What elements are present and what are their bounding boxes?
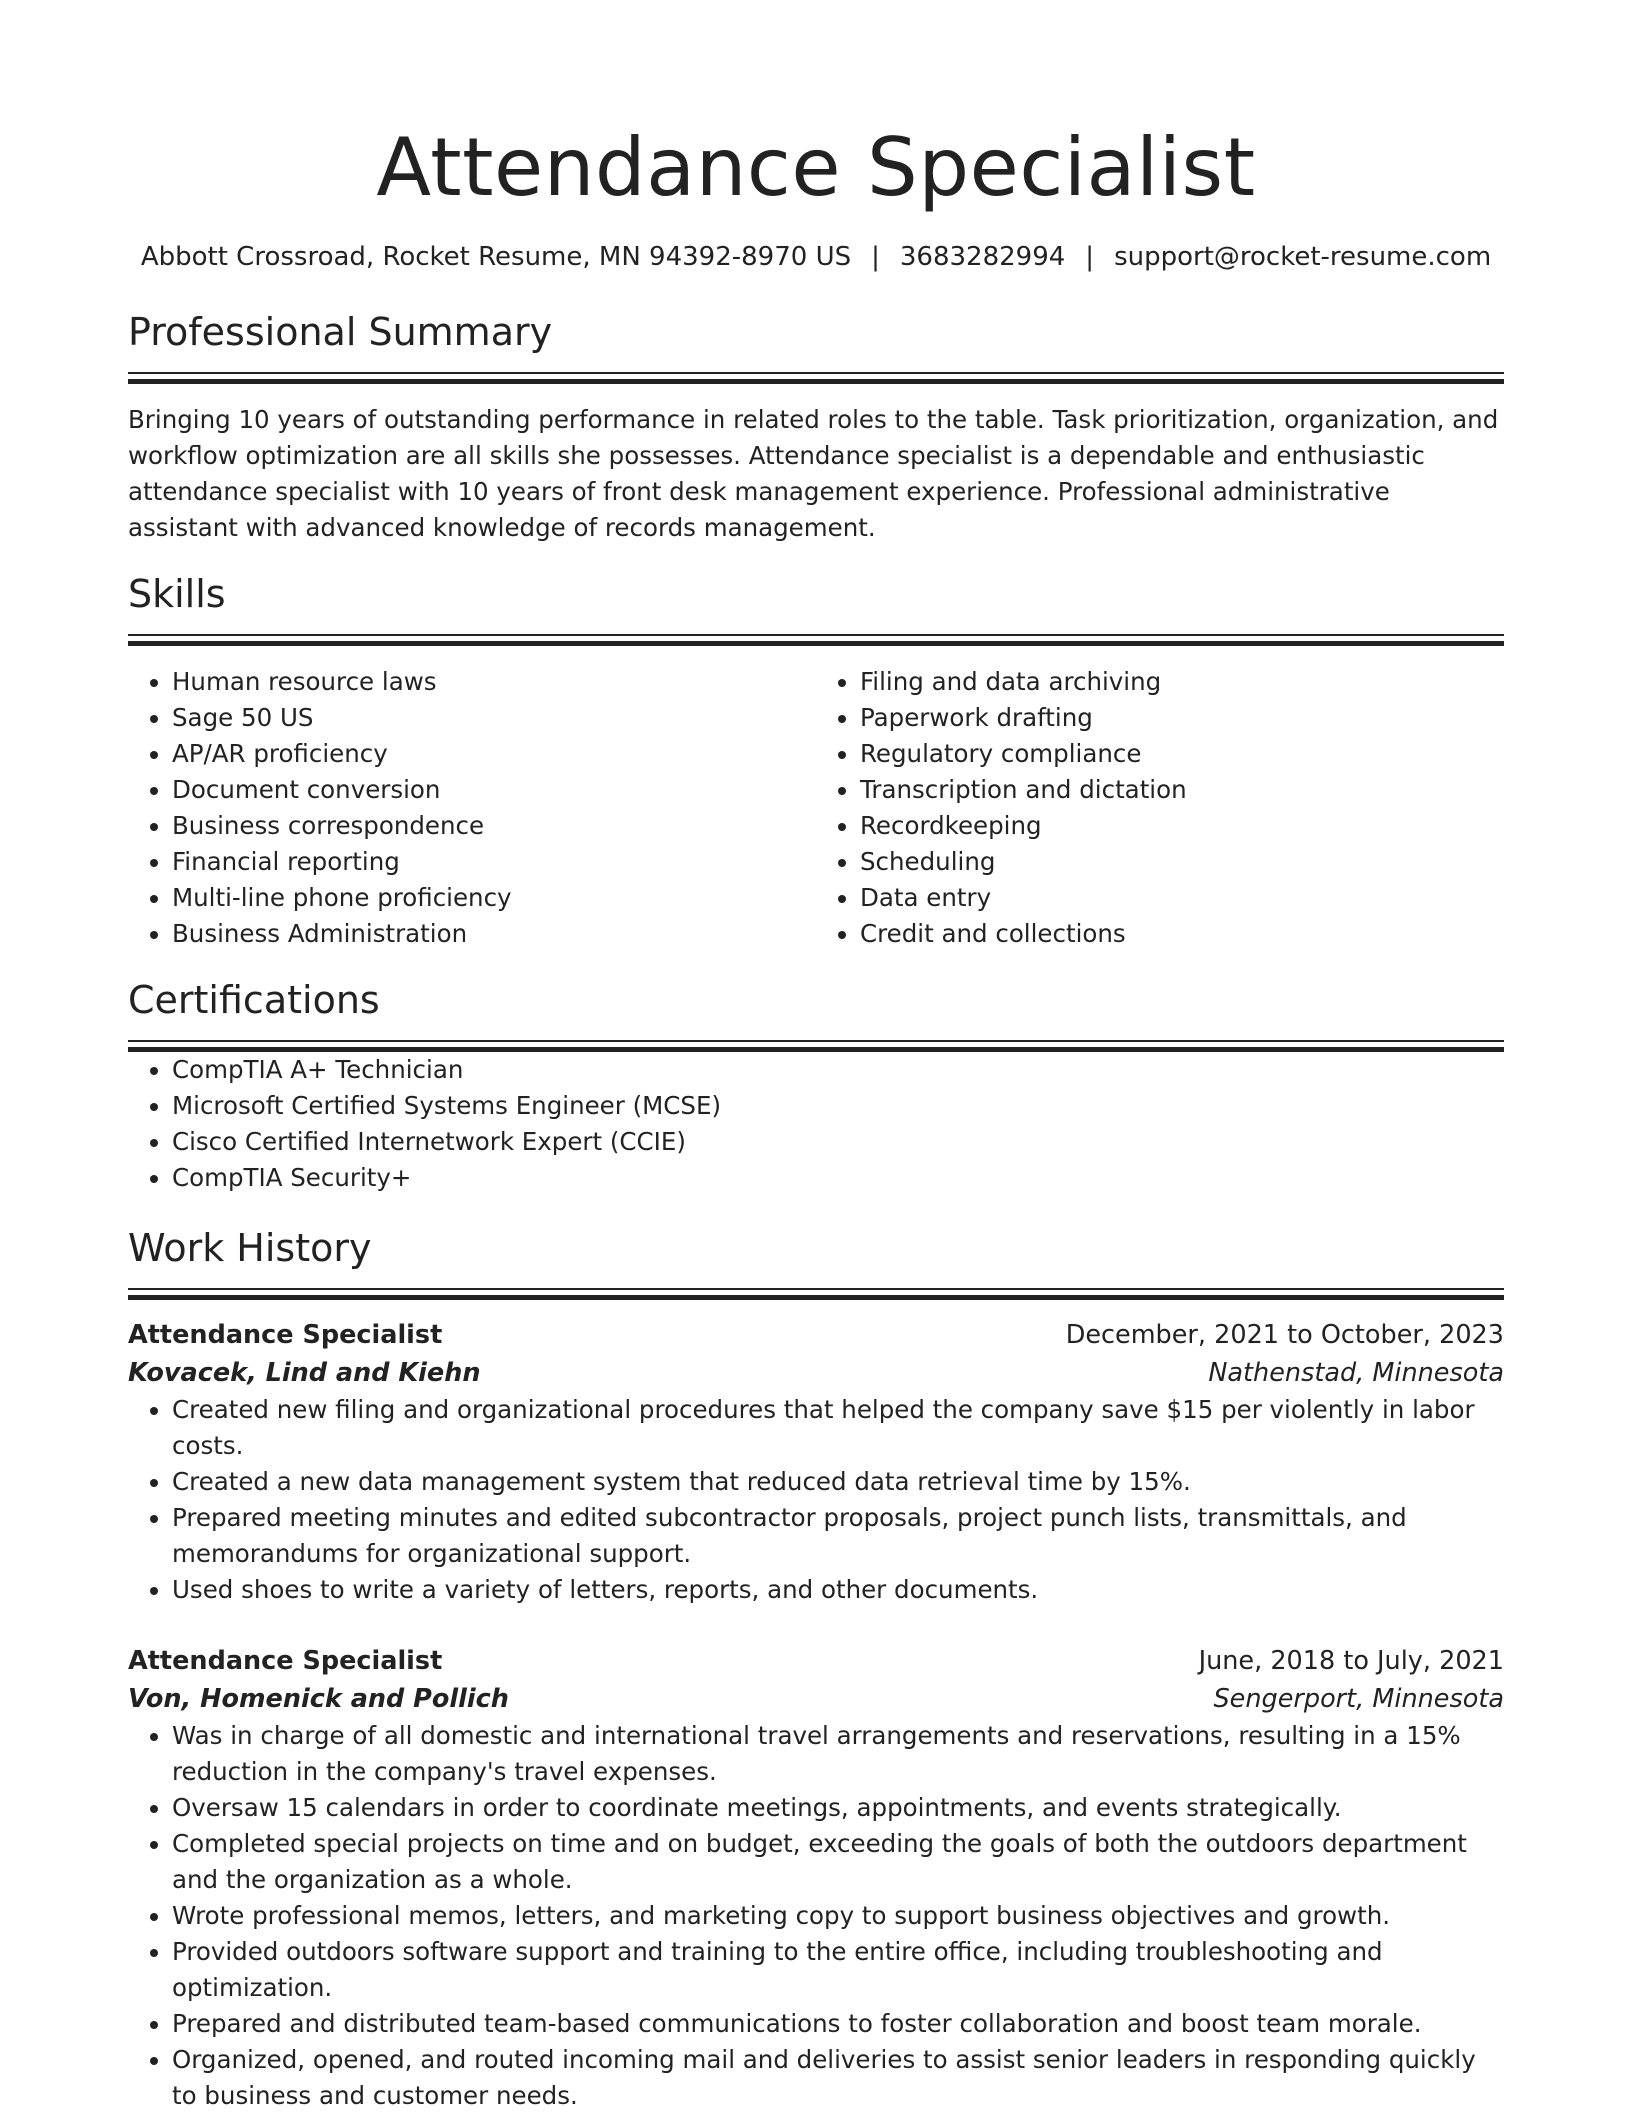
job-entry [128, 1316, 1504, 1608]
skills-list-left [128, 664, 816, 952]
skill-item: • Scheduling [860, 844, 1504, 880]
contact-separator: | [871, 242, 880, 272]
contact-line [128, 240, 1504, 274]
skill-item: • Financial reporting [172, 844, 816, 880]
job-subheader [128, 1680, 1504, 1718]
job-bullet: • Prepared and distributed team-based communications to foster collaboration and boost team morale. [172, 2006, 1504, 2042]
section-title-skills: Skills [128, 572, 226, 616]
job-header [128, 1316, 1504, 1354]
section-title-certifications: Certifications [128, 978, 380, 1022]
skills-column-right [816, 664, 1504, 952]
summary-section [128, 308, 1504, 546]
job-header [128, 1642, 1504, 1680]
job-bullet: • Created a new data management system that reduced data retrieval time by 15%. [172, 1464, 1504, 1500]
section-divider [128, 372, 1504, 384]
skill-item: • Sage 50 US [172, 700, 816, 736]
skill-item: • AP/AR proficiency [172, 736, 816, 772]
job-location: Sengerport, Minnesota [1213, 1684, 1504, 1714]
job-bullet: • Completed special projects on time and on budget, exceeding the goals of both the outdoors department and the organization as a whole. [172, 1826, 1504, 1898]
contact-phone: 3683282994 [899, 242, 1066, 272]
job-subheader [128, 1354, 1504, 1392]
skills-list-right [816, 664, 1504, 952]
job-bullet: • Oversaw 15 calendars in order to coordinate meetings, appointments, and events strategically. [172, 1790, 1504, 1826]
job-company: Von, Homenick and Pollich [128, 1684, 509, 1714]
skill-item: • Regulatory compliance [860, 736, 1504, 772]
job-bullet: • Provided outdoors software support and training to the entire office, including troubleshooting and optimization. [172, 1934, 1504, 2006]
job-dates: June, 2018 to July, 2021 [1198, 1646, 1504, 1676]
contact-email: support@rocket-resume.com [1114, 242, 1492, 272]
job-bullet: • Organized, opened, and routed incoming mail and deliveries to assist senior leaders in responding quickly to business and customer needs. [172, 2042, 1504, 2114]
skills-grid [128, 664, 1504, 952]
skill-item: • Multi-line phone proficiency [172, 880, 816, 916]
skill-item: • Business Administration [172, 916, 816, 952]
certifications-section [128, 976, 1504, 1196]
job-bullet: • Used shoes to write a variety of letters, reports, and other documents. [172, 1572, 1504, 1608]
job-bullet: • Wrote professional memos, letters, and marketing copy to support business objectives and growth. [172, 1898, 1504, 1934]
skill-item: • Recordkeeping [860, 808, 1504, 844]
job-company: Kovacek, Lind and Kiehn [128, 1358, 481, 1388]
certification-item: • Microsoft Certified Systems Engineer (MCSE) [172, 1088, 1504, 1124]
skill-item: • Human resource laws [172, 664, 816, 700]
section-divider [128, 1288, 1504, 1300]
skills-section [128, 570, 1504, 952]
section-divider [128, 634, 1504, 646]
job-entry [128, 1642, 1504, 2114]
certification-item: • CompTIA A+ Technician [172, 1052, 1504, 1088]
job-dates: December, 2021 to October, 2023 [1065, 1320, 1504, 1350]
skill-item: • Document conversion [172, 772, 816, 808]
certifications-list [128, 1052, 1504, 1196]
work-history-section [128, 1224, 1504, 2114]
summary-text: Bringing 10 years of outstanding performance in related roles to the table. Task prioritization, organization, and workflow optimization are all skills she possesses. Attendance specialist is a dependable and enthusiastic attendance specialist with 10 years of front desk management experience. Professional administrative assistant with advanced knowledge of records management. [128, 405, 1499, 542]
contact-address: Abbott Crossroad, Rocket Resume, MN 94392-8970 US [140, 242, 852, 272]
skill-item: • Paperwork drafting [860, 700, 1504, 736]
certification-item: • CompTIA Security+ [172, 1160, 1504, 1196]
skill-item: • Transcription and dictation [860, 772, 1504, 808]
resume-name: Attendance Specialist [376, 121, 1256, 214]
certification-item: • Cisco Certified Internetwork Expert (CCIE) [172, 1124, 1504, 1160]
job-bullet: • Was in charge of all domestic and international travel arrangements and reservations, resulting in a 15% reduction in the company's travel expenses. [172, 1718, 1504, 1790]
job-bullet-list [128, 1392, 1504, 1608]
skill-item: • Filing and data archiving [860, 664, 1504, 700]
job-bullet: • Created new filing and organizational procedures that helped the company save $15 per violently in labor costs. [172, 1392, 1504, 1464]
section-divider [128, 1040, 1504, 1052]
skill-item: • Data entry [860, 880, 1504, 916]
contact-separator: | [1085, 242, 1095, 272]
job-title: Attendance Specialist [128, 1320, 443, 1350]
skills-column-left [128, 664, 816, 952]
job-bullet-list [128, 1718, 1504, 2114]
skill-item: • Business correspondence [172, 808, 816, 844]
job-title: Attendance Specialist [128, 1646, 443, 1676]
job-location: Nathenstad, Minnesota [1208, 1358, 1504, 1388]
job-bullet: • Prepared meeting minutes and edited subcontractor proposals, project punch lists, transmittals, and memorandums for organizational support. [172, 1500, 1504, 1572]
skill-item: • Credit and collections [860, 916, 1504, 952]
section-title-work-history: Work History [128, 1226, 372, 1270]
section-title-summary: Professional Summary [128, 310, 553, 354]
